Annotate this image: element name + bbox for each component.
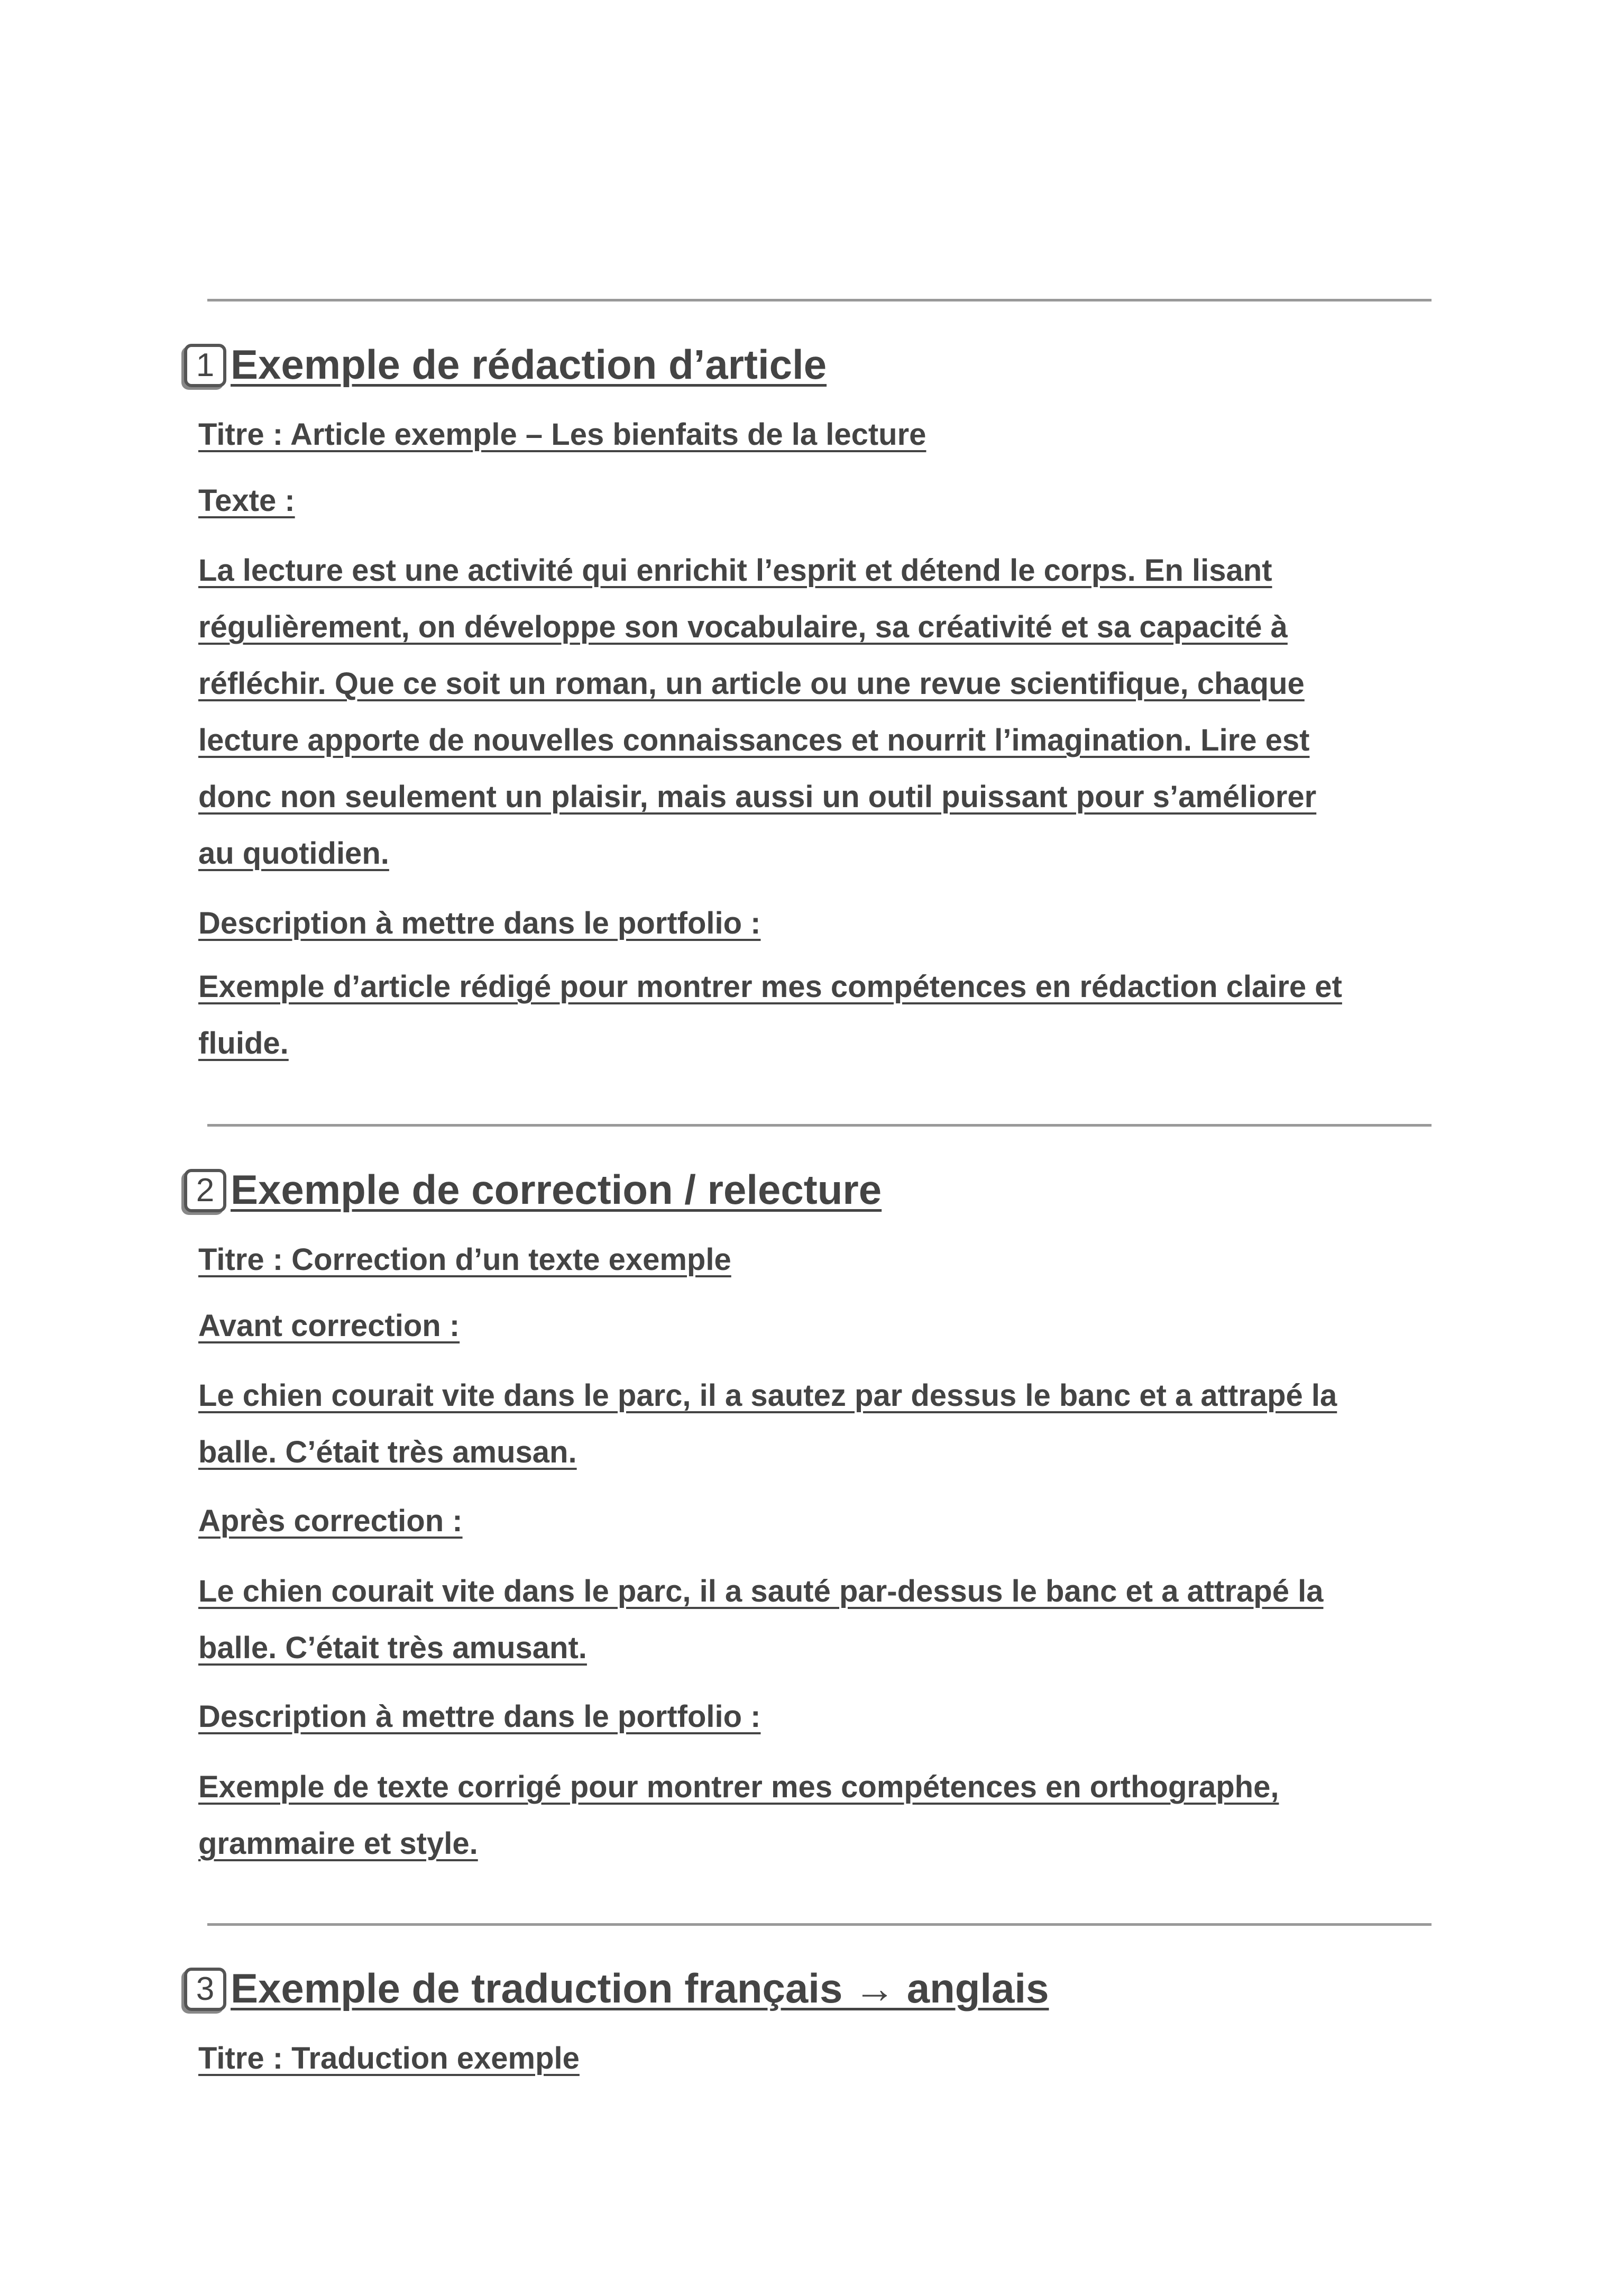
text-line: réfléchir. Que ce soit un roman, un article ou une revue scientifique, chaque xyxy=(198,666,1305,701)
section-2-heading-text: Exemple de correction / relecture xyxy=(231,1166,882,1213)
text-line: Le chien courait vite dans le parc, il a sauté par-dessus le banc et a attrapé la xyxy=(198,1574,1324,1608)
section-1-description-label: Description à mettre dans le portfolio : xyxy=(198,906,761,940)
text-line: Exemple de texte corrigé pour montrer mes compétences en orthographe, xyxy=(198,1770,1279,1804)
section-2-heading xyxy=(184,1168,882,1211)
section-1-heading-text: Exemple de rédaction d’article xyxy=(231,341,827,388)
text-line: Le chien courait vite dans le parc, il a sautez par dessus le banc et a attrapé la xyxy=(198,1378,1337,1413)
text-line: Exemple d’article rédigé pour montrer mes compétences en rédaction claire et xyxy=(198,970,1342,1004)
text-line: donc non seulement un plaisir, mais aussi un outil puissant pour s’améliorer xyxy=(198,780,1317,814)
section-1-heading xyxy=(184,343,827,386)
section-1-text xyxy=(198,542,1436,882)
text-line: fluide. xyxy=(198,1026,289,1060)
text-line: lecture apporte de nouvelles connaissances et nourrit l’imagination. Lire est xyxy=(198,723,1310,757)
number-badge-1: 1 xyxy=(184,344,226,387)
section-3-heading-text: Exemple de traduction français → anglais xyxy=(231,1965,1049,2011)
section-2-description xyxy=(198,1759,1436,1872)
section-2-title: Titre : Correction d’un texte exemple xyxy=(198,1242,731,1277)
section-1-description xyxy=(198,958,1436,1072)
text-line: balle. C’était très amusant. xyxy=(198,1631,587,1665)
section-2-description-label: Description à mettre dans le portfolio : xyxy=(198,1699,761,1734)
text-line: grammaire et style. xyxy=(198,1826,478,1861)
section-2-before-text xyxy=(198,1367,1436,1480)
section-2-after-label: Après correction : xyxy=(198,1504,463,1538)
section-2-before-label: Avant correction : xyxy=(198,1309,460,1343)
section-1-text-label: Texte : xyxy=(198,483,295,518)
section-2-after-text xyxy=(198,1563,1436,1676)
text-line: au quotidien. xyxy=(198,836,389,871)
section-3-heading xyxy=(184,1967,1049,2010)
number-badge-2: 2 xyxy=(184,1169,226,1212)
divider-2 xyxy=(207,1124,1432,1127)
text-line: régulièrement, on développe son vocabulaire, sa créativité et sa capacité à xyxy=(198,610,1288,644)
divider-1 xyxy=(207,299,1432,301)
divider-3 xyxy=(207,1923,1432,1926)
text-line: La lecture est une activité qui enrichit l’esprit et détend le corps. En lisant xyxy=(198,553,1272,588)
number-badge-3: 3 xyxy=(184,1968,226,2011)
section-1-title: Titre : Article exemple – Les bienfaits de la lecture xyxy=(198,417,926,452)
section-3-title: Titre : Traduction exemple xyxy=(198,2041,580,2075)
text-line: balle. C’était très amusan. xyxy=(198,1435,577,1469)
